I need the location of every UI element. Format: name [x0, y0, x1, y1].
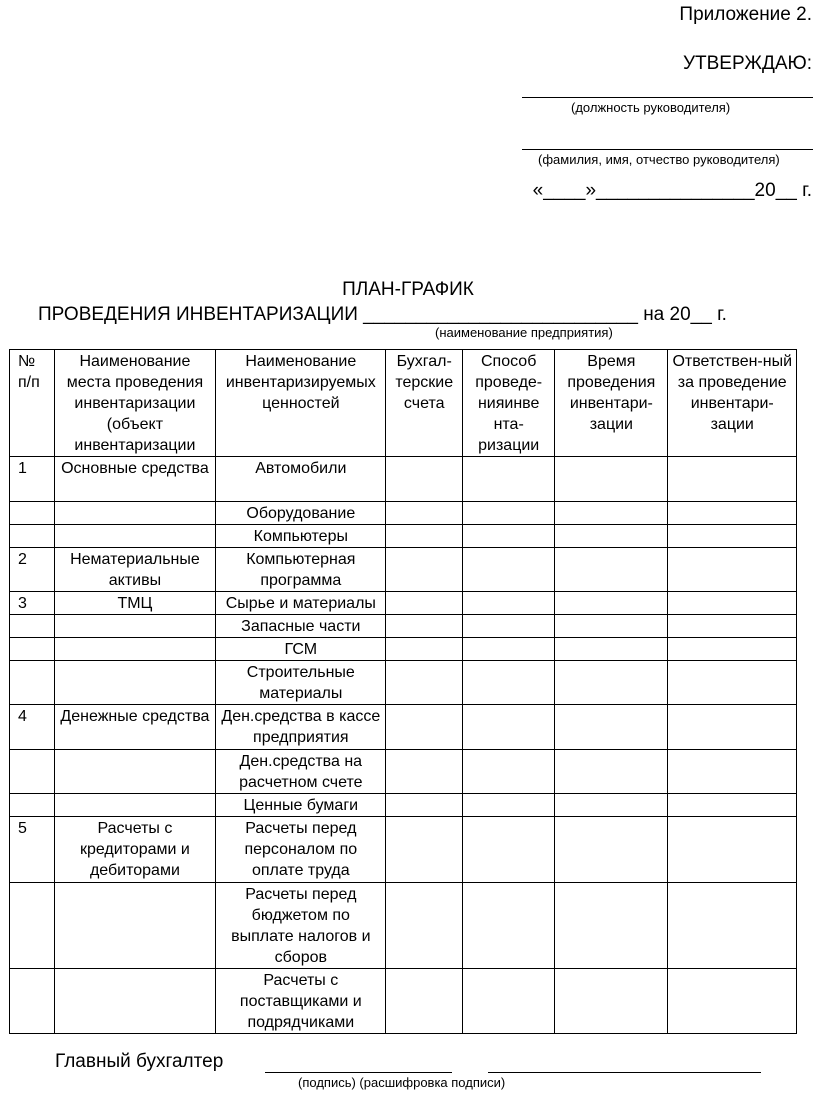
row-number-cell: 5 — [10, 817, 55, 883]
row-accounts-cell — [386, 817, 463, 883]
row-time-cell — [555, 794, 668, 817]
row-time-cell — [555, 638, 668, 661]
row-method-cell — [463, 705, 555, 750]
row-number-cell — [10, 615, 55, 638]
row-number-cell — [10, 638, 55, 661]
row-item-cell: Компьютеры — [216, 525, 386, 548]
row-item-cell: Компьютерная программа — [216, 548, 386, 592]
table-row — [10, 548, 797, 592]
row-accounts-cell — [386, 661, 463, 705]
row-method-cell — [463, 502, 555, 525]
position-line — [522, 97, 813, 98]
organization-caption: (наименование предприятия) — [435, 325, 613, 340]
row-place-cell: Расчеты с кредиторами и дебиторами — [54, 817, 216, 883]
row-item-cell: ГСМ — [216, 638, 386, 661]
row-responsible-cell — [668, 638, 797, 661]
row-time-cell — [555, 615, 668, 638]
row-item-cell: Автомобили — [216, 457, 386, 502]
row-number-cell — [10, 750, 55, 794]
inventory-schedule-table — [9, 349, 797, 1034]
row-number-cell — [10, 661, 55, 705]
document-subtitle: ПРОВЕДЕНИЯ ИНВЕНТАРИЗАЦИИ __________________________ на 20__ г. — [38, 304, 727, 325]
row-number-cell — [10, 883, 55, 969]
table-row — [10, 592, 797, 615]
row-place-cell — [54, 969, 216, 1034]
row-place-cell — [54, 794, 216, 817]
row-item-cell: Сырье и материалы — [216, 592, 386, 615]
approval-date-line: «____»_______________20__ г. — [532, 180, 812, 201]
row-time-cell — [555, 750, 668, 794]
row-accounts-cell — [386, 750, 463, 794]
table-row — [10, 883, 797, 969]
row-item-cell: Ценные бумаги — [216, 794, 386, 817]
row-method-cell — [463, 525, 555, 548]
row-item-cell: Запасные части — [216, 615, 386, 638]
row-responsible-cell — [668, 548, 797, 592]
chief-accountant-label: Главный бухгалтер — [55, 1051, 224, 1072]
row-accounts-cell — [386, 548, 463, 592]
row-place-cell — [54, 615, 216, 638]
name-caption: (фамилия, имя, отчество руководителя) — [538, 152, 780, 167]
row-item-cell: Расчеты с поставщиками и подрядчиками — [216, 969, 386, 1034]
header-place: Наименование места проведения инвентаризации (объект инвентаризации — [54, 350, 216, 457]
table-header-row — [10, 350, 797, 457]
row-responsible-cell — [668, 502, 797, 525]
row-method-cell — [463, 457, 555, 502]
row-item-cell: Расчеты перед бюджетом по выплате налогов и сборов — [216, 883, 386, 969]
appendix-label: Приложение 2. — [679, 4, 812, 25]
table-row — [10, 661, 797, 705]
row-item-cell: Ден.средства в кассе предприятия — [216, 705, 386, 750]
row-item-cell: Расчеты перед персоналом по оплате труда — [216, 817, 386, 883]
row-accounts-cell — [386, 615, 463, 638]
row-accounts-cell — [386, 638, 463, 661]
name-line — [522, 149, 813, 150]
table-row — [10, 525, 797, 548]
row-method-cell — [463, 750, 555, 794]
table-row — [10, 969, 797, 1034]
row-responsible-cell — [668, 592, 797, 615]
row-place-cell — [54, 661, 216, 705]
row-accounts-cell — [386, 794, 463, 817]
signature-caption: (подпись) (расшифровка подписи) — [298, 1075, 506, 1090]
row-time-cell — [555, 705, 668, 750]
signature-line — [265, 1072, 452, 1073]
row-place-cell — [54, 525, 216, 548]
row-method-cell — [463, 661, 555, 705]
table-row — [10, 502, 797, 525]
header-responsible: Ответствен-ный за проведение инвентари-зации — [668, 350, 797, 457]
row-accounts-cell — [386, 502, 463, 525]
position-caption: (должность руководителя) — [571, 100, 731, 115]
header-item: Наименование инвентаризируемых ценностей — [216, 350, 386, 457]
row-item-cell: Строительные материалы — [216, 661, 386, 705]
document-title: ПЛАН-ГРАФИК — [342, 279, 474, 300]
row-responsible-cell — [668, 750, 797, 794]
row-time-cell — [555, 502, 668, 525]
row-time-cell — [555, 457, 668, 502]
row-number-cell: 4 — [10, 705, 55, 750]
row-number-cell — [10, 794, 55, 817]
row-time-cell — [555, 661, 668, 705]
table-row — [10, 638, 797, 661]
table-row — [10, 705, 797, 750]
row-responsible-cell — [668, 615, 797, 638]
table-row — [10, 794, 797, 817]
row-item-cell: Оборудование — [216, 502, 386, 525]
row-responsible-cell — [668, 969, 797, 1034]
row-accounts-cell — [386, 525, 463, 548]
row-time-cell — [555, 883, 668, 969]
row-item-cell: Ден.средства на расчетном счете — [216, 750, 386, 794]
row-method-cell — [463, 592, 555, 615]
table-row — [10, 750, 797, 794]
row-place-cell — [54, 883, 216, 969]
row-responsible-cell — [668, 525, 797, 548]
row-number-cell — [10, 969, 55, 1034]
row-responsible-cell — [668, 883, 797, 969]
row-number-cell: 1 — [10, 457, 55, 502]
row-method-cell — [463, 638, 555, 661]
row-time-cell — [555, 592, 668, 615]
approve-label: УТВЕРЖДАЮ: — [682, 53, 812, 74]
header-method: Способ проведе-нияинве нта-ризации — [463, 350, 555, 457]
row-accounts-cell — [386, 969, 463, 1034]
row-responsible-cell — [668, 661, 797, 705]
row-accounts-cell — [386, 705, 463, 750]
table-row — [10, 457, 797, 502]
row-number-cell — [10, 525, 55, 548]
row-method-cell — [463, 817, 555, 883]
row-place-cell — [54, 502, 216, 525]
header-number: № п/п — [10, 350, 55, 457]
row-place-cell: Денежные средства — [54, 705, 216, 750]
row-place-cell: ТМЦ — [54, 592, 216, 615]
row-number-cell — [10, 502, 55, 525]
row-place-cell — [54, 638, 216, 661]
signature-decode-line — [488, 1072, 761, 1073]
table-row — [10, 817, 797, 883]
row-time-cell — [555, 525, 668, 548]
row-method-cell — [463, 548, 555, 592]
row-responsible-cell — [668, 794, 797, 817]
row-place-cell — [54, 750, 216, 794]
row-method-cell — [463, 615, 555, 638]
row-number-cell: 2 — [10, 548, 55, 592]
row-place-cell: Нематериальные активы — [54, 548, 216, 592]
row-accounts-cell — [386, 592, 463, 615]
row-accounts-cell — [386, 883, 463, 969]
header-accounts: Бухгал-терские счета — [386, 350, 463, 457]
row-time-cell — [555, 969, 668, 1034]
row-responsible-cell — [668, 457, 797, 502]
row-time-cell — [555, 817, 668, 883]
row-place-cell: Основные средства — [54, 457, 216, 502]
row-method-cell — [463, 883, 555, 969]
row-time-cell — [555, 548, 668, 592]
row-accounts-cell — [386, 457, 463, 502]
row-method-cell — [463, 794, 555, 817]
row-method-cell — [463, 969, 555, 1034]
table-row — [10, 615, 797, 638]
row-responsible-cell — [668, 817, 797, 883]
header-time: Время проведения инвентари-зации — [555, 350, 668, 457]
row-responsible-cell — [668, 705, 797, 750]
row-number-cell: 3 — [10, 592, 55, 615]
